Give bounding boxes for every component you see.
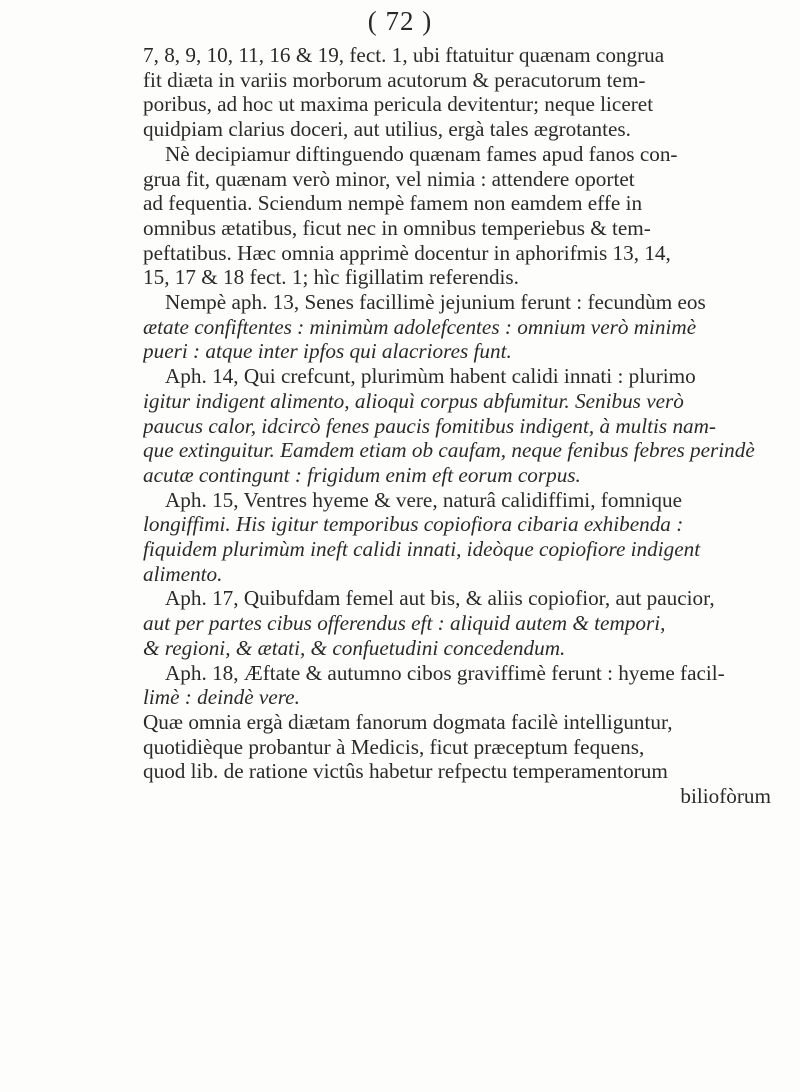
text-line: Quæ omnia ergà diætam fanorum dogmata facilè intelliguntur,	[143, 709, 673, 734]
text-line: igitur indigent alimento, alioquì corpus abfumitur. Senibus verò	[143, 388, 684, 413]
text-line: ætate confiftentes : minimùm adolefcentes : omnium verò minimè	[143, 314, 697, 339]
text-lines	[143, 43, 793, 784]
text-line: & regioni, & ætati, & confuetudini concedendum.	[143, 635, 566, 660]
catchword: biliofòrum	[680, 784, 771, 809]
text-line: quidpiam clarius doceri, aut utilius, ergà tales ægrotantes.	[143, 117, 631, 142]
text-line: quotidièque probantur à Medicis, ficut præceptum fequens,	[143, 734, 645, 759]
text-line: Nempè aph. 13, Senes facillimè jejunium ferunt : fecundùm eos	[165, 290, 706, 315]
text-line: pueri : atque inter ipfos qui alacriores funt.	[143, 339, 512, 364]
text-line: aut per partes cibus offerendus eft : aliquid autem & tempori,	[143, 611, 666, 636]
text-line: poribus, ad hoc ut maxima pericula devitentur; neque liceret	[143, 92, 654, 117]
text-line: que extinguitur. Eamdem etiam ob caufam, neque fenibus febres perindè	[143, 438, 755, 463]
text-line: paucus calor, idcircò fenes paucis fomitibus indigent, à multis nam-	[143, 413, 716, 438]
text-line: ad fequentia. Sciendum nempè famem non eamdem effe in	[143, 191, 643, 216]
body-text	[143, 43, 793, 809]
text-line: longiffimi. His igitur temporibus copiofiora cibaria exhibenda :	[143, 512, 684, 537]
text-line: Aph. 15, Ventres hyeme & vere, naturâ calidiffimi, fomnique	[165, 487, 682, 512]
text-line: acutæ contingunt : frigidum enim eft eorum corpus.	[143, 462, 581, 487]
text-line: grua fit, quænam verò minor, vel nimia : attendere oportet	[143, 166, 635, 191]
text-line: Aph. 14, Qui crefcunt, plurimùm habent calidi innati : plurimo	[165, 364, 696, 389]
text-line: omnibus ætatibus, ficut nec in omnibus temperiebus & tem-	[143, 215, 651, 240]
text-line: Aph. 18, Æftate & autumno cibos graviffimè ferunt : hyeme facil-	[165, 660, 725, 685]
text-line: quod lib. de ratione victûs habetur refpectu temperamentorum	[143, 759, 668, 784]
text-line: alimento.	[143, 561, 223, 586]
text-line: peftatibus. Hæc omnia apprimè docentur in aphorifmis 13, 14,	[143, 240, 671, 265]
text-line: Aph. 17, Quibufdam femel aut bis, & aliis copiofior, aut paucior,	[165, 586, 715, 611]
text-line: 15, 17 & 18 fect. 1; hìc figillatim referendis.	[143, 265, 519, 290]
text-line: Nè decipiamur diftinguendo quænam fames apud fanos con-	[165, 141, 678, 166]
page-number: ( 72 )	[367, 6, 433, 36]
text-line: fiquidem plurimùm ineft calidi innati, ideòque copiofiore indigent	[143, 537, 701, 562]
text-line: fit diæta in variis morborum acutorum & peracutorum tem-	[143, 67, 646, 92]
text-line: limè : deindè vere.	[143, 685, 300, 710]
text-line: 7, 8, 9, 10, 11, 16 & 19, fect. 1, ubi ftatuitur quænam congrua	[143, 43, 665, 67]
